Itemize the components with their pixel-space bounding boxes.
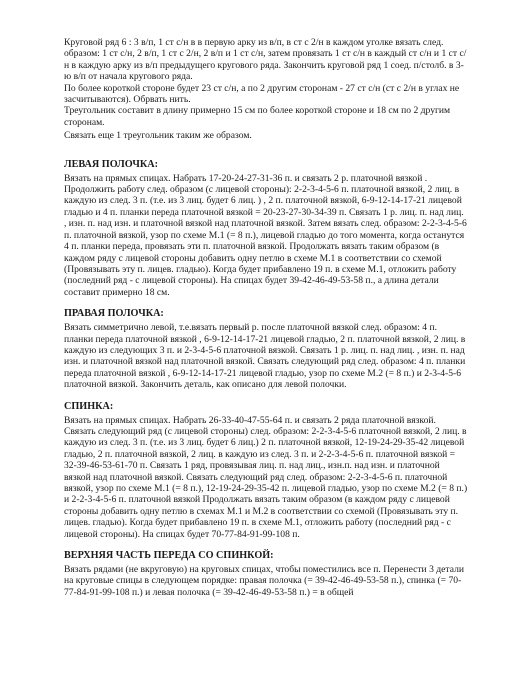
section-back: [64, 401, 468, 540]
section-yoke: [64, 550, 468, 598]
section-heading: СПИНКА:: [64, 400, 114, 412]
intro-block: [64, 37, 468, 142]
section-body: Вязать на прямых спицах. Набрать 26-33-40-47-55-64 п. и связать 2 ряда платочной вязкой. Связать следующий ряд (с лицевой стороны) след. образом: 2-2-3-4-5-6 платочной вязкой, 2 лиц. в каждую из след. 3 п. (т.е. из 3 лиц. будет 6 лиц.) 2 п. платочной вязкой, 12-19-24-29-35-42 лицевой гладью, 2 п. платочной вязкой, 2 лиц. в каждую из след. 3 п. и 2-2-3-4-5-6 п. платочной вязкой = 32-39-46-53-61-70 п. Связать 1 ряд, провязывая лиц. п. над лиц., изн.п. над изн. и платочной вязкой над платочной вязкой. Связать следующий ряд след. образом: 2-2-3-4-5-6 п. платочной вязкой, узор по схеме М.1 (= 8 п.), 12-19-24-29-35-42 п. лицевой гладью, узор по схеме М.2 (= 8 п.) и 2-2-3-4-5-6 п. платочной вязкой Продолжать вязать таким образом (в каждом ряду с лицевой стороны добавить одну петлю в схемах М.1 и М.2 в соответствии со схемой (Провязывать эту п. лицев. гладью). Когда будет прибавлено 19 п. в схеме М.1, отложить работу (последний ряд - с лицевой стороны). На спицах будет 70-77-84-91-99-108 п.: [64, 414, 468, 540]
section-heading: ПРАВАЯ ПОЛОЧКА:: [64, 308, 164, 320]
section-heading: ЛЕВАЯ ПОЛОЧКА:: [64, 158, 159, 170]
section-body: Вязать симметрично левой, т.е.вязать первый р. после платочной вязкой след. образом: 4 п. планки переда платочной вязкой , 6-9-12-14-17-21 лицевой гладью, 2 п. платочной вязкой, 2 лиц. в каждую из следующих 3 п. и 2-3-4-5-6 платочной вязкой. Связать 1 р. лиц. п. над лиц. , изн. п. над изн. и платочной вязкой над платочной вязкой. Связать следующий ряд след. образом: 4 п. планки переда платочной вязкой , 6-9-12-14-17-21 лицевой гладью, узор по схеме М.2 (= 8 п.) и 2-3-4-5-6 платочной вязкой. Закончить деталь, как описано для левой полочки.: [64, 322, 466, 391]
section-right-front: [64, 308, 468, 390]
intro-paragraph: Круговой ряд 6 : 3 в/п, 1 ст с/н в в первую арку из в/п, в ст с 2/н в каждом уголке вязать след. образом: 1 ст с/н, 2 в/п, 1 ст с 2/н, 2 в/п и 1 ст с/н, затем провязать 1 ст с/н в каждый ст с/н и 1 ст с/н в каждую арку из в/п предыдущего кругового ряда. Закончить круговой ряд 1 соед. п/столб. в 3-ю в/п от начала кругового ряда.: [64, 37, 467, 83]
intro-paragraph: Связать еще 1 треугольник таким же образом.: [64, 130, 252, 142]
intro-paragraph: Треугольник составит в длину примерно 15 см по более короткой стороне и 18 см по 2 другим сторонам.: [64, 105, 451, 128]
section-left-front: [64, 159, 468, 298]
section-heading: ВЕРХНЯЯ ЧАСТЬ ПЕРЕДА СО СПИНКОЙ:: [64, 550, 274, 562]
section-body: Вязать рядами (не вкруговую) на круговых спицах, чтобы поместились все п. Перенести 3 детали на круговые спицы в следующем порядке: правая полочка (= 39-42-46-49-53-58 п.), спинка (= 70-77-84-91-99-108 п.) и левая полочка (= 39-42-46-49-53-58 п.) = в общей: [64, 564, 464, 598]
document-page: [64, 37, 468, 598]
intro-paragraph: По более короткой стороне будет 23 ст с/н, а по 2 другим сторонам - 27 ст с/н (ст с 2/н в углах не засчитываются). Обрвать нить.: [64, 82, 460, 106]
section-body: Вязать на прямых спицах. Набрать 17-20-24-27-31-36 п. и связать 2 р. платочной вязкой . Продолжить работу след. образом (с лицевой стороны): 2-2-3-4-5-6 п. платочной вязкой, 2 лиц. в каждую из след. 3 п. (т.е. из 3 лиц. будет 6 лиц. ) , 2 п. платочной вязкой, 6-9-12-14-17-21 лицевой гладью и 4 п. планки переда платочной вязкой = 20-23-27-30-34-39 п. Связать 1 р. лиц. п. над лиц. , изн. п. над изн. и платочной вязкой над платочной вязкой. Затем вязать след. образом: 2-2-3-4-5-6 п. платочной вязкой, узор по схеме М.1 (= 8 п.), лицевой гладью до того момента, когда останутся 4 п. планки переда, провязать эти п. платочной вязкой. Продолжать вязать таким образом (в каждом ряду с лицевой стороны добавить одну петлю в схеме М.1 в соответствии со схемой (Провязывать эту п. лицев. гладью). Когда будет прибавлено 19 п. в схеме М.1, отложить работу (последний ряд - с лицевой стороны). На спицах будет 39-42-46-49-53-58 п., а длина детали составит примерно 18 см.: [64, 172, 467, 298]
